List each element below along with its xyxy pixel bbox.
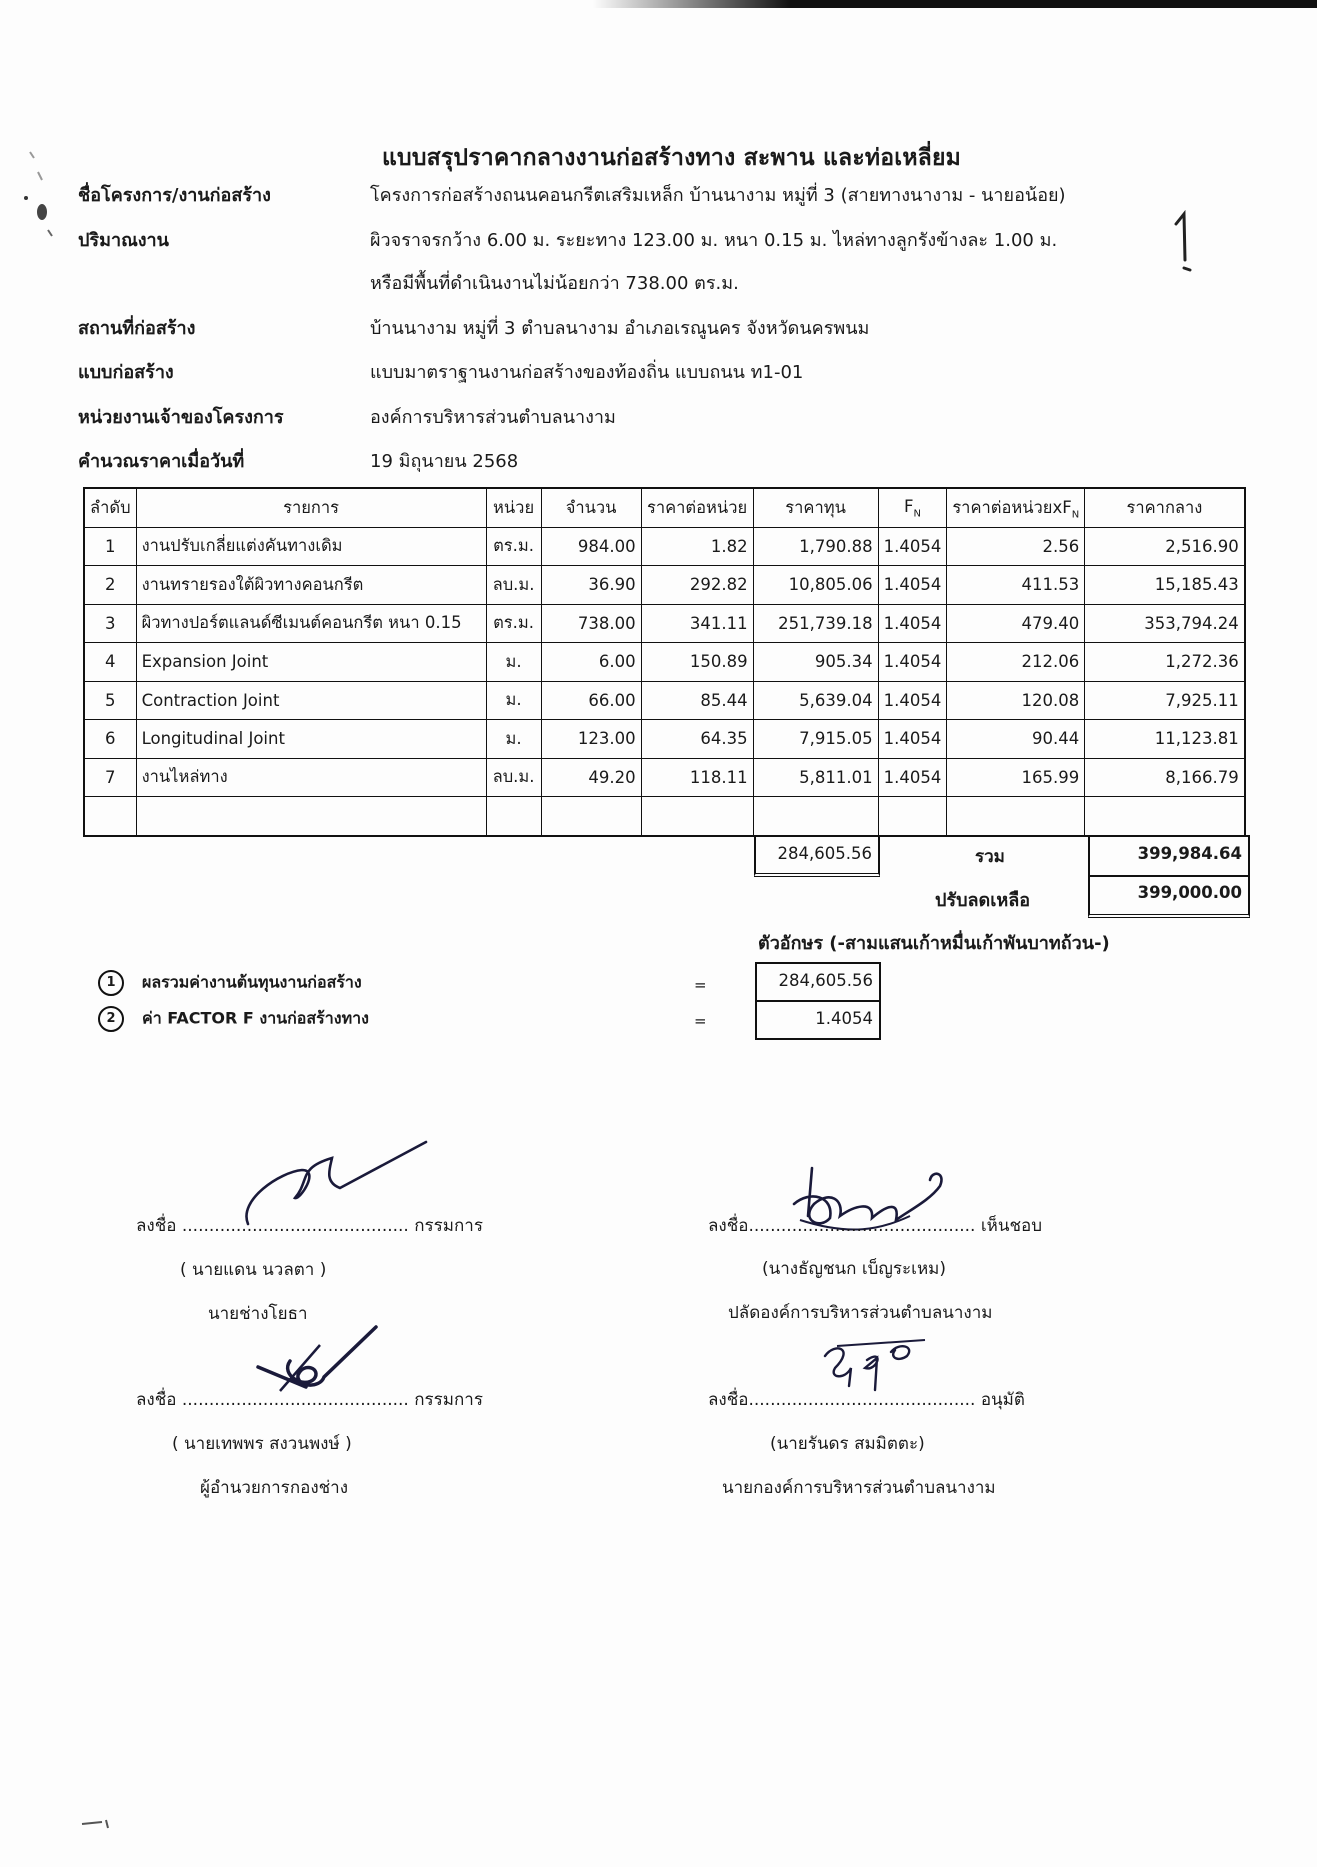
cell-no: 6 [84,720,136,759]
cell-fn: 1.4054 [878,643,947,682]
cell-item: งานปรับเกลี่ยแต่งคันทางเดิม [136,527,486,566]
cell-fn: 1.4054 [878,566,947,605]
cell-unit: ลบ.ม. [486,758,541,797]
signature-line-2: ลงชื่อ .......................................... กรรมการ [136,1390,483,1410]
cell-qty: 49.20 [541,758,641,797]
cell-qty: 123.00 [541,720,641,759]
price-table [83,487,1246,837]
cell-unit: ม. [486,720,541,759]
cell-cost: 5,811.01 [753,758,878,797]
signature-line-3: ลงชื่อ.......................................... เห็นชอบ [708,1216,1043,1236]
info-label-owner: หน่วยงานเจ้าของโครงการ [78,407,284,428]
cell-no: 1 [84,527,136,566]
cell-empty [947,797,1085,836]
cell-unit-price-fn: 90.44 [947,720,1085,759]
header-mid-price: ราคากลาง [1085,488,1245,527]
info-label-date: คำนวณราคาเมื่อวันที่ [78,451,245,472]
cell-unit-price-fn: 120.08 [947,681,1085,720]
cell-empty [486,797,541,836]
cell-mid-price: 7,925.11 [1085,681,1245,720]
cell-item: งานทรายรองใต้ผิวทางคอนกรีต [136,566,486,605]
cell-unit-price: 64.35 [641,720,753,759]
sum-label: รวม [975,847,1005,867]
cell-fn: 1.4054 [878,527,947,566]
cell-no: 5 [84,681,136,720]
header-fn: $F_N$ [878,488,947,527]
cell-item: ผิวทางปอร์ตแลนด์ซีเมนต์คอนกรีต หนา 0.15 [136,604,486,643]
signature-line-1: ลงชื่อ .......................................... กรรมการ [136,1216,483,1236]
info-value-area: หรือมีพื้นที่ดำเนินงานไม่น้อยกว่า 738.00 ตร.ม. [370,273,739,294]
cell-unit-price-fn: 165.99 [947,758,1085,797]
info-value-design: แบบมาตราฐานงานก่อสร้างของท้องถิ่น แบบถนน ท1-01 [370,362,804,383]
cell-cost: 7,915.05 [753,720,878,759]
cell-fn: 1.4054 [878,758,947,797]
cell-unit-price: 118.11 [641,758,753,797]
info-value-project: โครงการก่อสร้างถนนคอนกรีตเสริมเหล็ก บ้านนางาม หมู่ที่ 3 (สายทางนางาม - นายอน้อย) [370,185,1066,206]
cell-item: งานไหล่ทาง [136,758,486,797]
sum-value: 399,984.64 [1088,835,1250,877]
cell-qty: 984.00 [541,527,641,566]
adjusted-label: ปรับลดเหลือ [935,890,1031,911]
table-row [84,604,1245,643]
cost-total: 284,605.56 [754,835,880,877]
amount-in-words: ตัวอักษร (-สามแสนเก้าหมื่นเก้าพันบาทถ้วน-) [758,933,1110,954]
signer-position-3: ปลัดองค์การบริหารส่วนตำบลนางาม [728,1303,993,1323]
cell-empty [541,797,641,836]
cell-cost: 10,805.06 [753,566,878,605]
signer-name-4: (นายรันดร สมมิตตะ) [770,1434,925,1454]
cell-unit-price-fn: 479.40 [947,604,1085,643]
cell-item: Expansion Joint [136,643,486,682]
summary-value: 284,605.56 [755,962,881,1002]
cell-empty [136,797,486,836]
cell-item: Longitudinal Joint [136,720,486,759]
cell-unit: ลบ.ม. [486,566,541,605]
table-row [84,527,1245,566]
summary-equals: = [694,976,707,994]
cell-mid-price: 353,794.24 [1085,604,1245,643]
table-header-row [84,488,1245,527]
cell-empty [641,797,753,836]
cell-unit: ตร.ม. [486,527,541,566]
cell-fn: 1.4054 [878,720,947,759]
adjusted-value: 399,000.00 [1088,876,1250,918]
signer-position-1: นายช่างโยธา [208,1304,308,1324]
signature-line-4: ลงชื่อ.......................................... อนุมัติ [708,1390,1025,1410]
signer-name-2: ( นายเทพพร สงวนพงษ์ ) [172,1434,352,1454]
cell-unit: ม. [486,643,541,682]
signer-name-3: (นางธัญชนก เบ็ญระเหม) [762,1259,947,1279]
info-label-design: แบบก่อสร้าง [78,362,174,383]
cell-fn: 1.4054 [878,604,947,643]
summary-equals: = [694,1012,707,1030]
cell-no: 4 [84,643,136,682]
document-title: แบบสรุปราคากลางงานก่อสร้างทาง สะพาน และท่อเหลี่ยม [382,145,962,171]
cell-no: 2 [84,566,136,605]
info-value-date: 19 มิถุนายน 2568 [370,451,519,472]
signer-name-1: ( นายแดน นวลตา ) [180,1260,327,1280]
signer-position-2: ผู้อำนวยการกองช่าง [200,1478,349,1498]
cell-qty: 738.00 [541,604,641,643]
cell-unit-price: 1.82 [641,527,753,566]
table-row [84,720,1245,759]
circled-number-icon: 1 [98,970,124,996]
cell-cost: 1,790.88 [753,527,878,566]
scan-specks [20,140,60,260]
info-value-location: บ้านนางาม หมู่ที่ 3 ตำบลนางาม อำเภอเรณูนคร จังหวัดนครพนม [370,318,870,339]
info-value-quantity: ผิวจราจรกว้าง 6.00 ม. ระยะทาง 123.00 ม. หนา 0.15 ม. ไหล่ทางลูกรังข้างละ 1.00 ม. [370,230,1058,251]
table-row [84,758,1245,797]
summary-label: ผลรวมค่างานต้นทุนงานก่อสร้าง [142,972,362,992]
cell-unit-price-fn: 411.53 [947,566,1085,605]
scan-specks [82,1818,122,1832]
header-unit: หน่วย [486,488,541,527]
cell-unit-price-fn: 2.56 [947,527,1085,566]
header-unit-price: ราคาต่อหน่วย [641,488,753,527]
cell-unit-price-fn: 212.06 [947,643,1085,682]
summary-value: 1.4054 [755,1000,881,1040]
cell-empty [84,797,136,836]
cell-mid-price: 11,123.81 [1085,720,1245,759]
summary-label: ค่า FACTOR F งานก่อสร้างทาง [142,1008,369,1028]
cell-mid-price: 1,272.36 [1085,643,1245,682]
header-item: รายการ [136,488,486,527]
table-row [84,643,1245,682]
cell-mid-price: 8,166.79 [1085,758,1245,797]
cell-cost: 251,739.18 [753,604,878,643]
cell-item: Contraction Joint [136,681,486,720]
table-row [84,566,1245,605]
cell-unit-price: 292.82 [641,566,753,605]
cell-no: 3 [84,604,136,643]
cell-qty: 66.00 [541,681,641,720]
cell-qty: 36.90 [541,566,641,605]
cell-unit-price: 341.11 [641,604,753,643]
info-label-quantity: ปริมาณงาน [78,230,169,251]
signer-position-4: นายกองค์การบริหารส่วนตำบลนางาม [722,1478,996,1498]
cell-fn: 1.4054 [878,681,947,720]
cell-empty [1085,797,1245,836]
header-cost: ราคาทุน [753,488,878,527]
cell-unit: ม. [486,681,541,720]
cell-unit: ตร.ม. [486,604,541,643]
cell-empty [878,797,947,836]
cell-cost: 5,639.04 [753,681,878,720]
info-value-owner: องค์การบริหารส่วนตำบลนางาม [370,407,616,428]
header-qty: จำนวน [541,488,641,527]
summary-item-1 [98,970,362,996]
cell-empty [753,797,878,836]
cell-no: 7 [84,758,136,797]
table-row-empty [84,797,1245,836]
cell-mid-price: 2,516.90 [1085,527,1245,566]
handwritten-page-number [1170,210,1200,280]
summary-item-2 [98,1006,369,1032]
header-no: ลำดับ [84,488,136,527]
header-unit-price-fn: ราคาต่อหน่วย$xF_N$ [947,488,1085,527]
scan-edge [0,0,1317,8]
cell-mid-price: 15,185.43 [1085,566,1245,605]
circled-number-icon: 2 [98,1006,124,1032]
cell-qty: 6.00 [541,643,641,682]
table-row [84,681,1245,720]
info-label-location: สถานที่ก่อสร้าง [78,318,196,339]
cell-unit-price: 85.44 [641,681,753,720]
cell-unit-price: 150.89 [641,643,753,682]
cell-cost: 905.34 [753,643,878,682]
info-label-project: ชื่อโครงการ/งานก่อสร้าง [78,185,271,206]
